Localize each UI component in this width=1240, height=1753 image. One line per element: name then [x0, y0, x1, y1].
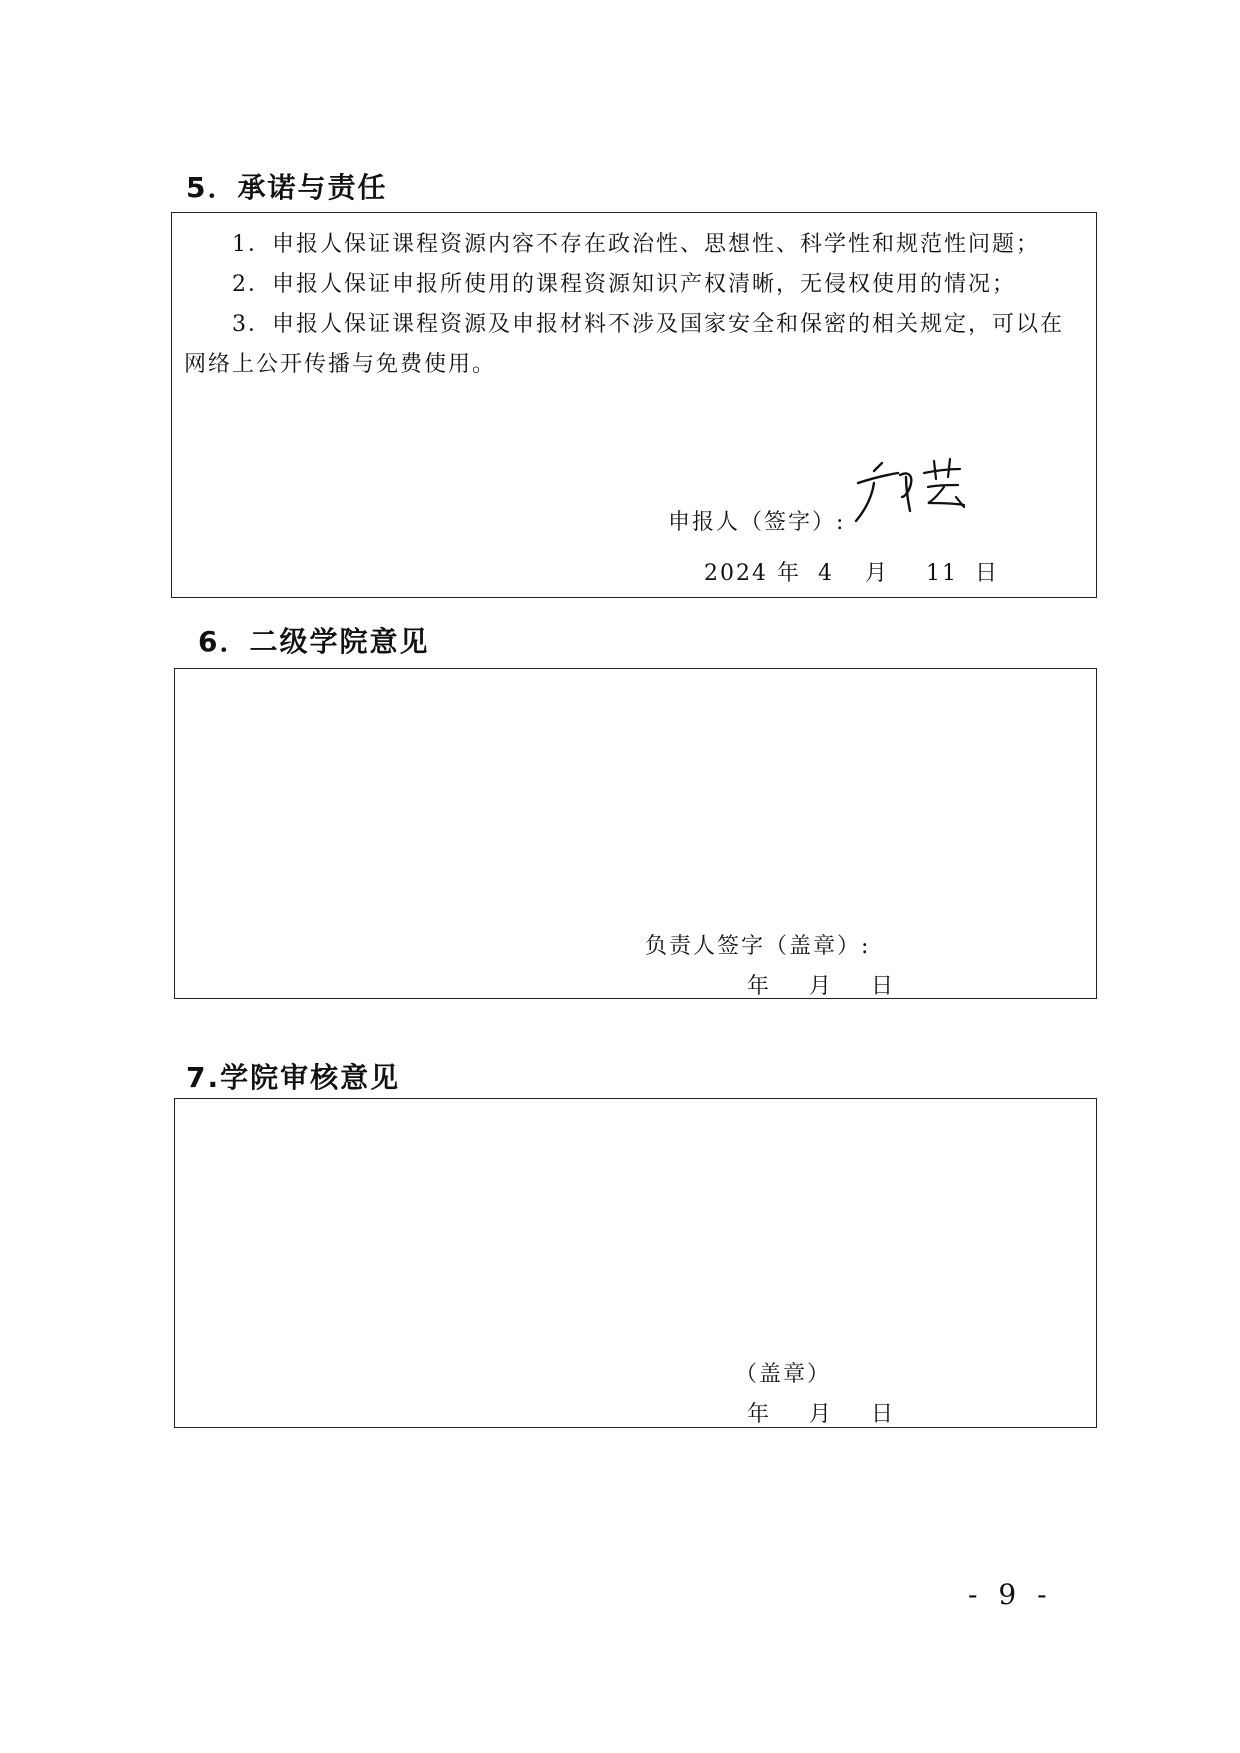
page-number: - 9 -: [968, 1578, 1053, 1611]
applicant-handwritten-signature: [852, 453, 972, 533]
commitment-box: [171, 212, 1097, 598]
section-heading-college-opinion: 6．二级学院意见: [198, 625, 430, 658]
commitment-item-2: 2．申报人保证申报所使用的课程资源知识产权清晰，无侵权使用的情况；: [232, 272, 1016, 297]
college-opinion-date-year-unit: 年: [747, 974, 772, 999]
college-opinion-date-month-unit: 月: [809, 974, 834, 999]
commitment-item-1: 1．申报人保证课程资源内容不存在政治性、思想性、科学性和规范性问题；: [232, 232, 1040, 257]
college-opinion-box: [174, 668, 1097, 999]
applicant-date: [704, 556, 999, 587]
applicant-date-day: 11: [926, 561, 959, 586]
applicant-signature-label: 申报人（签字）:: [668, 510, 846, 535]
college-opinion-date-day-unit: 日: [871, 974, 896, 999]
applicant-date-day-unit: 日: [975, 561, 1000, 586]
applicant-date-year-unit: 年: [777, 561, 802, 586]
college-review-box: [174, 1098, 1097, 1428]
college-review-date-month-unit: 月: [809, 1402, 834, 1427]
applicant-date-month-unit: 月: [865, 561, 890, 586]
applicant-date-month: 4: [818, 561, 835, 586]
college-review-date-day-unit: 日: [871, 1402, 896, 1427]
section-heading-commitment: 5．承诺与责任: [186, 171, 388, 204]
college-review-date-year-unit: 年: [747, 1402, 772, 1427]
commitment-item-3: 3．申报人保证课程资源及申报材料不涉及国家安全和保密的相关规定，可以在: [232, 312, 1064, 337]
applicant-date-year: 2024: [704, 561, 768, 586]
seal-label: （盖章）: [735, 1362, 832, 1387]
responsible-person-signature-label: 负责人签字（盖章）:: [645, 934, 871, 959]
commitment-item-3-continued: 网络上公开传播与免费使用。: [184, 352, 497, 377]
section-heading-college-review: 7.学院审核意见: [186, 1061, 401, 1094]
